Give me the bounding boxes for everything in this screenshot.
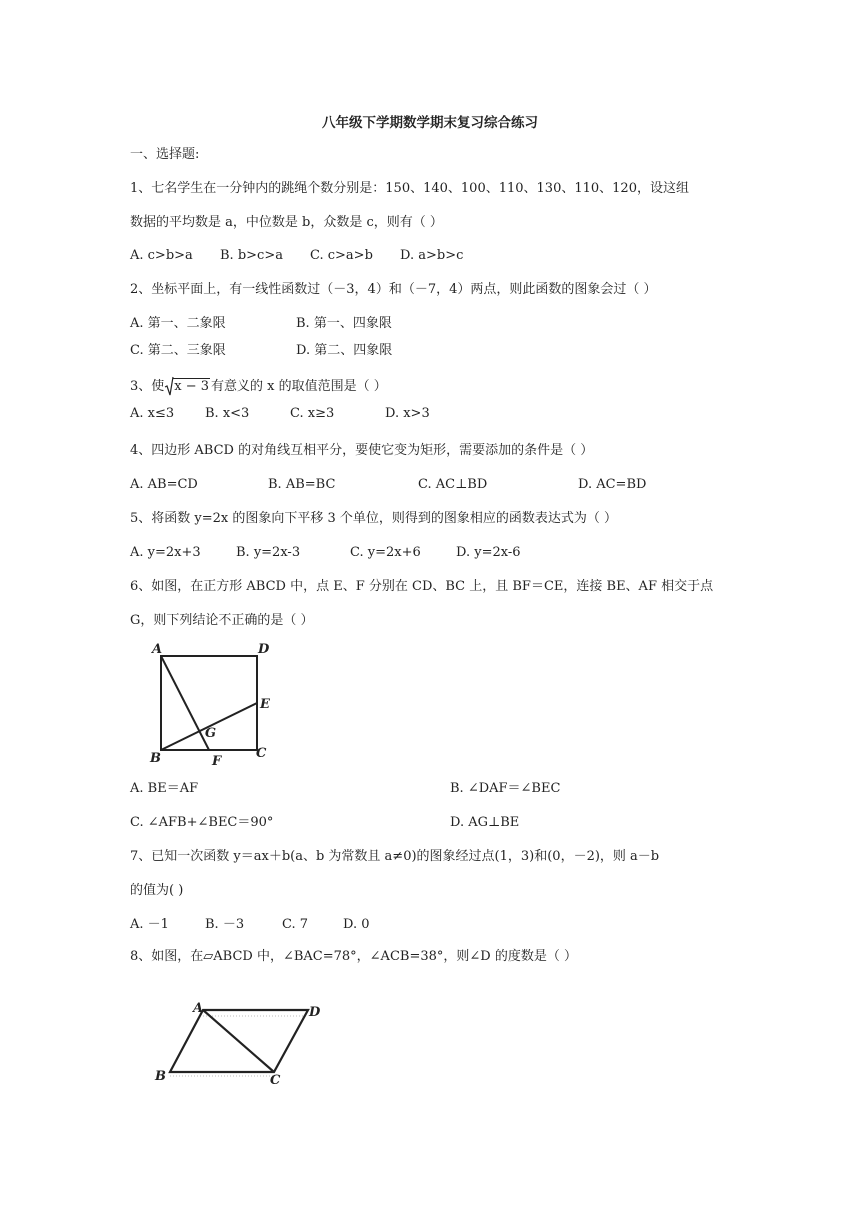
label-g: G — [205, 726, 217, 741]
q3-option-c: C. x≥3 — [290, 406, 335, 421]
q5-option-d: D. y=2x-6 — [456, 545, 521, 560]
label-e: E — [260, 697, 270, 712]
q2-option-c: C. 第二、三象限 — [130, 343, 226, 358]
q2-option-d: D. 第二、四象限 — [296, 343, 393, 358]
radical-sign-icon — [164, 375, 174, 397]
page-title: 八年级下学期数学期末复习综合练习 — [322, 115, 538, 131]
q6-option-b: B. ∠DAF＝∠BEC — [450, 781, 561, 796]
q3-prefix: 3、使 — [130, 379, 165, 394]
q2-option-b: B. 第一、四象限 — [296, 316, 392, 331]
q3-option-b: B. x<3 — [205, 406, 250, 421]
label-b: B — [150, 751, 161, 766]
q4-option-d: D. AC=BD — [578, 477, 647, 492]
q4-option-a: A. AB=CD — [130, 477, 198, 492]
q2-stem: 2、坐标平面上，有一线性函数过（－3，4）和（－7，4）两点，则此函数的图象会过（ ） — [130, 282, 657, 297]
label-c: C — [256, 746, 267, 761]
q7-stem-line2: 的值为( ) — [130, 883, 184, 898]
q4-option-b: B. AB=BC — [268, 477, 336, 492]
q6-option-d: D. AG⊥BE — [450, 815, 520, 830]
q3-radicand: x − 3 — [174, 379, 210, 394]
q3-option-d: D. x>3 — [385, 406, 430, 421]
q5-stem: 5、将函数 y=2x 的图象向下平移 3 个单位，则得到的图象相应的函数表达式为（ ） — [130, 511, 618, 526]
diagonal-ac — [203, 1010, 274, 1072]
q7-option-c: C. 7 — [282, 917, 309, 932]
q3-option-a: A. x≤3 — [130, 406, 175, 421]
q1-option-c: C. c>a>b — [310, 248, 373, 263]
label-a: A — [152, 642, 163, 657]
q4-stem: 4、四边形 ABCD 的对角线互相平分，要使它变为矩形，需要添加的条件是（ ） — [130, 443, 594, 458]
sqrt-expression — [165, 378, 210, 396]
q4-option-c: C. AC⊥BD — [418, 477, 488, 492]
q7-option-d: D. 0 — [343, 917, 370, 932]
label-f: F — [212, 754, 222, 768]
label-c: C — [270, 1073, 281, 1088]
label-d: D — [258, 642, 270, 657]
q7-option-a: A. －1 — [130, 917, 169, 932]
section-heading: 一、选择题: — [130, 147, 200, 162]
square-figure — [148, 636, 278, 768]
q7-option-b: B. －3 — [205, 917, 245, 932]
q6-stem-line2: G，则下列结论不正确的是（ ） — [130, 613, 314, 628]
q3-stem — [130, 378, 387, 396]
label-d: D — [309, 1005, 321, 1020]
q6-stem-line1: 6、如图，在正方形 ABCD 中，点 E、F 分别在 CD、BC 上，且 BF＝CE，连接 BE、AF 相交于点 — [130, 579, 714, 594]
q1-stem-line1: 1、七名学生在一分钟内的跳绳个数分别是：150、140、100、110、130、110、120，设这组 — [130, 181, 689, 196]
q6-option-a: A. BE＝AF — [130, 781, 199, 796]
q1-option-d: D. a>b>c — [400, 248, 464, 263]
q1-option-a: A. c>b>a — [130, 248, 193, 263]
q7-stem-line1: 7、已知一次函数 y＝ax＋b(a、b 为常数且 a≠0)的图象经过点(1，3)和(0，－2)，则 a－b — [130, 849, 660, 864]
q1-stem-line2: 数据的平均数是 a，中位数是 b，众数是 c，则有（ ） — [130, 215, 443, 230]
label-b: B — [155, 1069, 166, 1084]
q8-stem: 8、如图，在▱ABCD 中，∠BAC=78°，∠ACB=38°，则∠D 的度数是（ ） — [130, 949, 577, 964]
q5-option-a: A. y=2x+3 — [130, 545, 201, 560]
segment-af — [161, 656, 209, 750]
label-a: A — [193, 1001, 204, 1016]
q6-option-c: C. ∠AFB+∠BEC＝90° — [130, 815, 274, 830]
q5-option-b: B. y=2x-3 — [236, 545, 301, 560]
q5-option-c: C. y=2x+6 — [350, 545, 421, 560]
parallelogram-figure — [148, 996, 333, 1091]
q3-suffix: 有意义的 x 的取值范围是（ ） — [211, 379, 387, 394]
q2-option-a: A. 第一、二象限 — [130, 316, 226, 331]
q1-option-b: B. b>c>a — [220, 248, 283, 263]
